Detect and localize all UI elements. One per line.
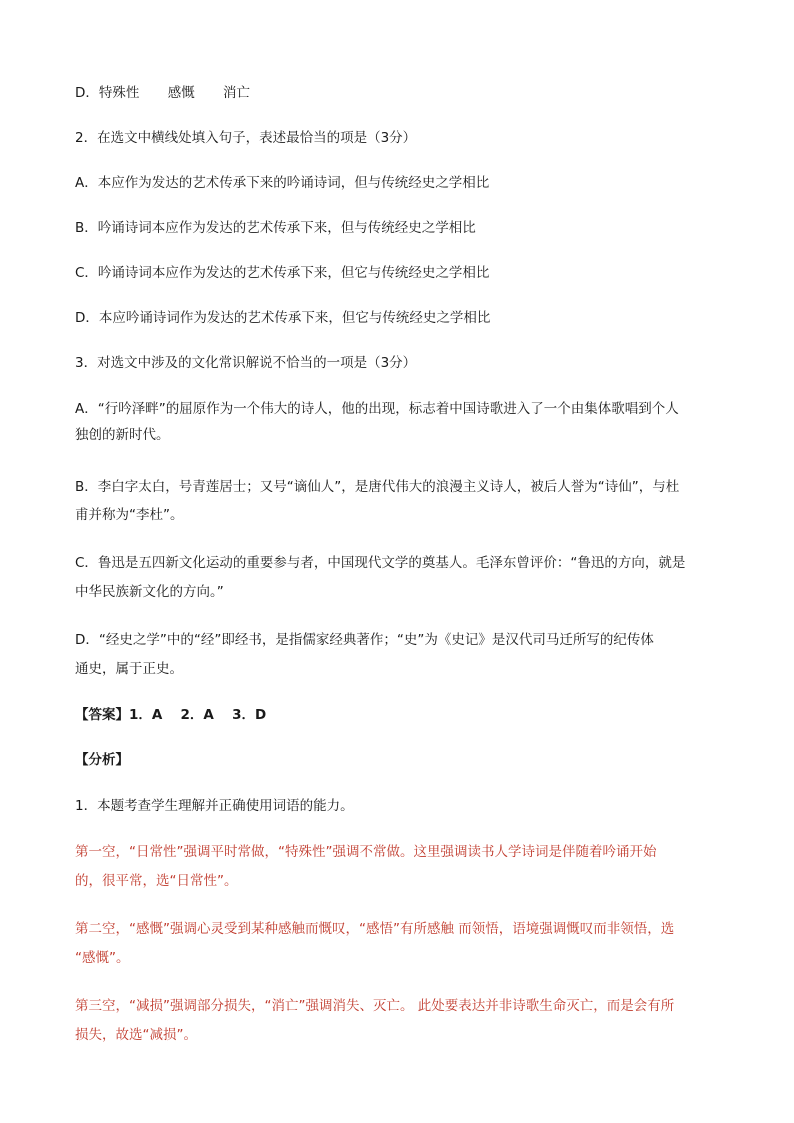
- q2-option-b: B．吟诵诗词本应作为发达的艺术传承下来，但与传统经史之学相比: [75, 220, 476, 236]
- q3-option-c-line1: C．鲁迅是五四新文化运动的重要参与者，中国现代文学的奠基人。毛泽东曾评价：“鲁迅的方向，就是: [75, 555, 686, 571]
- q3-option-b-line1: B．李白字太白，号青莲居士；又号“谪仙人”，是唐代伟大的浪漫主义诗人，被后人誉为“诗仙”，与杜: [75, 479, 680, 495]
- analysis-blank2-line2: “感慨”。: [75, 950, 130, 966]
- analysis-blank3-line1: 第三空，“减损”强调部分损失，“消亡”强调消失、灭亡。 此处要表达并非诗歌生命灭亡，而是会有所: [75, 998, 675, 1014]
- q1-option-d-word3: 消亡: [223, 85, 250, 101]
- q3-option-a-line1: A．“行吟泽畔”的屈原作为一个伟大的诗人，他的出现，标志着中国诗歌进入了一个由集体歌唱到个人: [75, 401, 679, 417]
- analysis-blank2-line1: 第二空，“感慨”强调心灵受到某种感触而慨叹，“感悟”有所感触 而领悟，语境强调慨叹而非领悟，选: [75, 921, 675, 937]
- analysis-intro: 1．本题考查学生理解并正确使用词语的能力。: [75, 798, 354, 814]
- q1-option-d: [75, 84, 725, 102]
- q2-option-d: D．本应吟诵诗词作为发达的艺术传承下来，但它与传统经史之学相比: [75, 310, 491, 326]
- analysis-blank1-line1: 第一空，“日常性”强调平时常做，“特殊性”强调不常做。这里强调读书人学诗词是伴随着吟诵开始: [75, 844, 657, 860]
- q3-option-a-line2: 独创的新时代。: [75, 427, 170, 443]
- q2-option-a: A．本应作为发达的艺术传承下来的吟诵诗词，但与传统经史之学相比: [75, 175, 490, 191]
- q1-option-d-label: D．特殊性: [75, 85, 140, 101]
- analysis-blank1-line2: 的，很平常，选“日常性”。: [75, 873, 238, 889]
- q3-option-d-line2: 通史，属于正史。: [75, 661, 183, 677]
- analysis-blank3-line2: 损失，故选“减损”。: [75, 1027, 197, 1043]
- q2-stem: 2．在选文中横线处填入句子，表述最恰当的项是（3分）: [75, 130, 417, 146]
- q1-option-d-word2: 感慨: [167, 85, 195, 101]
- answer-line: 【答案】1．A 2．A 3．D: [75, 707, 267, 723]
- q3-stem: 3．对选文中涉及的文化常识解说不恰当的一项是（3分）: [75, 355, 417, 371]
- q3-option-c-line2: 中华民族新文化的方向。”: [75, 584, 224, 600]
- q3-option-d-line1: D．“经史之学”中的“经”即经书，是指儒家经典著作；“史”为《史记》是汉代司马迁所写的纪传体: [75, 632, 654, 648]
- q2-option-c: C．吟诵诗词本应作为发达的艺术传承下来，但它与传统经史之学相比: [75, 265, 490, 281]
- analysis-heading: 【分析】: [75, 752, 129, 768]
- q3-option-b-line2: 甫并称为“李杜”。: [75, 507, 184, 523]
